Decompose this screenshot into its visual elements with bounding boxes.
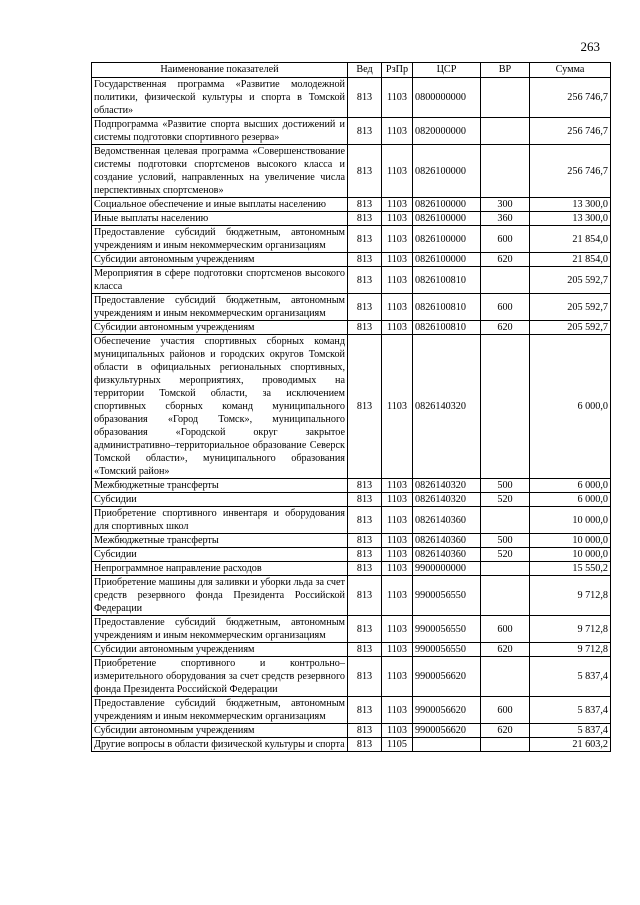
cell-rzpr: 1103: [382, 335, 413, 479]
cell-name: Иные выплаты населению: [92, 212, 348, 226]
cell-rzpr: 1103: [382, 267, 413, 294]
cell-rzpr: 1103: [382, 697, 413, 724]
header-vr: ВР: [481, 63, 530, 78]
cell-vr: 520: [481, 548, 530, 562]
cell-sum: 9 712,8: [530, 643, 611, 657]
cell-csr: 0826140320: [413, 335, 481, 479]
cell-name: Ведомственная целевая программа «Совершенствование системы подготовки спортсменов высокого класса и создание условий, направленных на увеличение числа перспективных спортсменов»: [92, 145, 348, 198]
cell-csr: 0826100000: [413, 145, 481, 198]
cell-csr: 9900056550: [413, 616, 481, 643]
cell-sum: 6 000,0: [530, 479, 611, 493]
cell-ved: 813: [348, 657, 382, 697]
table-row: [92, 562, 611, 576]
cell-ved: 813: [348, 616, 382, 643]
cell-sum: 9 712,8: [530, 576, 611, 616]
table-header-row: [92, 63, 611, 78]
cell-ved: 813: [348, 212, 382, 226]
cell-ved: 813: [348, 253, 382, 267]
cell-csr: 0826140360: [413, 507, 481, 534]
table-row: [92, 253, 611, 267]
cell-sum: 10 000,0: [530, 507, 611, 534]
cell-rzpr: 1103: [382, 198, 413, 212]
cell-vr: 300: [481, 198, 530, 212]
cell-rzpr: 1103: [382, 576, 413, 616]
cell-vr: [481, 118, 530, 145]
header-csr: ЦСР: [413, 63, 481, 78]
table-body: [92, 78, 611, 752]
cell-vr: [481, 657, 530, 697]
cell-rzpr: 1103: [382, 616, 413, 643]
cell-rzpr: 1103: [382, 321, 413, 335]
cell-sum: 5 837,4: [530, 724, 611, 738]
page-number: 263: [580, 39, 600, 54]
cell-ved: 813: [348, 294, 382, 321]
cell-rzpr: 1103: [382, 493, 413, 507]
cell-csr: 9900056550: [413, 643, 481, 657]
cell-name: Государственная программа «Развитие молодежной политики, физической культуры и спорта в Томской области»: [92, 78, 348, 118]
cell-vr: [481, 145, 530, 198]
cell-sum: 13 300,0: [530, 212, 611, 226]
cell-rzpr: 1103: [382, 294, 413, 321]
cell-rzpr: 1105: [382, 738, 413, 752]
cell-ved: 813: [348, 576, 382, 616]
cell-name: Субсидии автономным учреждениям: [92, 643, 348, 657]
cell-rzpr: 1103: [382, 548, 413, 562]
table-row: [92, 145, 611, 198]
cell-ved: 813: [348, 267, 382, 294]
table-row: [92, 294, 611, 321]
cell-vr: 620: [481, 724, 530, 738]
cell-ved: 813: [348, 643, 382, 657]
cell-rzpr: 1103: [382, 145, 413, 198]
cell-ved: 813: [348, 335, 382, 479]
cell-vr: 620: [481, 643, 530, 657]
cell-csr: 9900000000: [413, 562, 481, 576]
cell-sum: 6 000,0: [530, 493, 611, 507]
cell-name: Субсидии автономным учреждениям: [92, 253, 348, 267]
cell-vr: 500: [481, 479, 530, 493]
cell-rzpr: 1103: [382, 253, 413, 267]
table-row: [92, 493, 611, 507]
cell-csr: 0820000000: [413, 118, 481, 145]
table-row: [92, 212, 611, 226]
cell-rzpr: 1103: [382, 534, 413, 548]
table-row: [92, 118, 611, 145]
cell-sum: 5 837,4: [530, 657, 611, 697]
budget-table: [91, 62, 611, 752]
cell-name: Субсидии: [92, 493, 348, 507]
cell-name: Приобретение спортивного инвентаря и оборудования для спортивных школ: [92, 507, 348, 534]
cell-name: Приобретение машины для заливки и уборки льда за счет средств резервного фонда Президента Российской Федерации: [92, 576, 348, 616]
table-row: [92, 697, 611, 724]
cell-name: Субсидии автономным учреждениям: [92, 321, 348, 335]
cell-sum: 205 592,7: [530, 321, 611, 335]
cell-csr: 0826100810: [413, 321, 481, 335]
table-row: [92, 507, 611, 534]
cell-rzpr: 1103: [382, 724, 413, 738]
cell-sum: 15 550,2: [530, 562, 611, 576]
cell-csr: 0826100810: [413, 294, 481, 321]
cell-name: Мероприятия в сфере подготовки спортсменов высокого класса: [92, 267, 348, 294]
table-row: [92, 548, 611, 562]
table-row: [92, 78, 611, 118]
cell-csr: 9900056620: [413, 697, 481, 724]
cell-sum: 5 837,4: [530, 697, 611, 724]
cell-vr: [481, 335, 530, 479]
cell-sum: 205 592,7: [530, 267, 611, 294]
cell-name: Субсидии автономным учреждениям: [92, 724, 348, 738]
table-row: [92, 198, 611, 212]
table-row: [92, 576, 611, 616]
cell-vr: [481, 738, 530, 752]
cell-sum: 256 746,7: [530, 78, 611, 118]
cell-csr: 0826140320: [413, 493, 481, 507]
cell-rzpr: 1103: [382, 507, 413, 534]
cell-name: Предоставление субсидий бюджетным, автономным учреждениям и иным некоммерческим организациям: [92, 697, 348, 724]
cell-vr: 600: [481, 616, 530, 643]
cell-name: Непрограммное направление расходов: [92, 562, 348, 576]
cell-rzpr: 1103: [382, 78, 413, 118]
cell-sum: 10 000,0: [530, 548, 611, 562]
cell-rzpr: 1103: [382, 479, 413, 493]
cell-vr: [481, 576, 530, 616]
cell-ved: 813: [348, 493, 382, 507]
cell-vr: 600: [481, 226, 530, 253]
cell-csr: 0826100000: [413, 198, 481, 212]
cell-name: Предоставление субсидий бюджетным, автономным учреждениям и иным некоммерческим организациям: [92, 616, 348, 643]
cell-vr: 600: [481, 294, 530, 321]
cell-ved: 813: [348, 321, 382, 335]
cell-vr: [481, 78, 530, 118]
cell-ved: 813: [348, 724, 382, 738]
cell-sum: 9 712,8: [530, 616, 611, 643]
table-row: [92, 479, 611, 493]
cell-rzpr: 1103: [382, 118, 413, 145]
cell-ved: 813: [348, 145, 382, 198]
cell-csr: 0826140320: [413, 479, 481, 493]
cell-csr: 0826140360: [413, 548, 481, 562]
table-row: [92, 321, 611, 335]
cell-csr: 0800000000: [413, 78, 481, 118]
table-row: [92, 226, 611, 253]
header-rzpr: РзПр: [382, 63, 413, 78]
header-sum: Сумма: [530, 63, 611, 78]
cell-name: Приобретение спортивного и контрольно–измерительного оборудования за счет средств резервного фонда Президента Российской Федерации: [92, 657, 348, 697]
cell-sum: 13 300,0: [530, 198, 611, 212]
cell-vr: 520: [481, 493, 530, 507]
cell-sum: 21 854,0: [530, 226, 611, 253]
cell-sum: 21 854,0: [530, 253, 611, 267]
table-row: [92, 534, 611, 548]
cell-csr: 0826100000: [413, 253, 481, 267]
cell-csr: 0826100000: [413, 212, 481, 226]
cell-rzpr: 1103: [382, 657, 413, 697]
cell-sum: 256 746,7: [530, 118, 611, 145]
cell-csr: 0826140360: [413, 534, 481, 548]
cell-name: Межбюджетные трансферты: [92, 534, 348, 548]
cell-ved: 813: [348, 198, 382, 212]
cell-csr: 0826100810: [413, 267, 481, 294]
cell-sum: 205 592,7: [530, 294, 611, 321]
cell-name: Предоставление субсидий бюджетным, автономным учреждениям и иным некоммерческим организациям: [92, 294, 348, 321]
cell-rzpr: 1103: [382, 643, 413, 657]
cell-name: Субсидии: [92, 548, 348, 562]
cell-name: Обеспечение участия спортивных сборных команд муниципальных районов и городских округов Томской области в официальных региональных спортивных, физкультурных мероприятиях, проводимых на территории Томской области, за исключением спортивных сборных команд муниципального образования «Город Томск», муниципального образования «Городской округ закрытое административно–территориальное образование Северск Томской области», муниципального образования «Томский район»: [92, 335, 348, 479]
cell-vr: 500: [481, 534, 530, 548]
cell-ved: 813: [348, 226, 382, 253]
cell-csr: 0826100000: [413, 226, 481, 253]
cell-csr: 9900056550: [413, 576, 481, 616]
cell-ved: 813: [348, 562, 382, 576]
cell-ved: 813: [348, 697, 382, 724]
cell-csr: 9900056620: [413, 724, 481, 738]
table-row: [92, 657, 611, 697]
table-row: [92, 643, 611, 657]
table-row: [92, 335, 611, 479]
table-row: [92, 267, 611, 294]
cell-vr: 360: [481, 212, 530, 226]
cell-sum: 6 000,0: [530, 335, 611, 479]
cell-sum: 10 000,0: [530, 534, 611, 548]
cell-name: Предоставление субсидий бюджетным, автономным учреждениям и иным некоммерческим организациям: [92, 226, 348, 253]
cell-name: Подпрограмма «Развитие спорта высших достижений и системы подготовки спортивного резерва»: [92, 118, 348, 145]
cell-rzpr: 1103: [382, 212, 413, 226]
cell-vr: [481, 267, 530, 294]
cell-vr: 620: [481, 253, 530, 267]
cell-sum: 256 746,7: [530, 145, 611, 198]
table-row: [92, 738, 611, 752]
cell-ved: 813: [348, 548, 382, 562]
cell-vr: [481, 507, 530, 534]
table-row: [92, 724, 611, 738]
cell-vr: 620: [481, 321, 530, 335]
cell-ved: 813: [348, 118, 382, 145]
header-ved: Вед: [348, 63, 382, 78]
cell-ved: 813: [348, 534, 382, 548]
cell-csr: [413, 738, 481, 752]
cell-ved: 813: [348, 738, 382, 752]
cell-vr: 600: [481, 697, 530, 724]
cell-ved: 813: [348, 479, 382, 493]
header-name: Наименование показателей: [92, 63, 348, 78]
table-row: [92, 616, 611, 643]
cell-sum: 21 603,2: [530, 738, 611, 752]
cell-rzpr: 1103: [382, 226, 413, 253]
cell-vr: [481, 562, 530, 576]
cell-name: Другие вопросы в области физической культуры и спорта: [92, 738, 348, 752]
cell-csr: 9900056620: [413, 657, 481, 697]
cell-ved: 813: [348, 507, 382, 534]
cell-rzpr: 1103: [382, 562, 413, 576]
cell-name: Межбюджетные трансферты: [92, 479, 348, 493]
cell-name: Социальное обеспечение и иные выплаты населению: [92, 198, 348, 212]
cell-ved: 813: [348, 78, 382, 118]
